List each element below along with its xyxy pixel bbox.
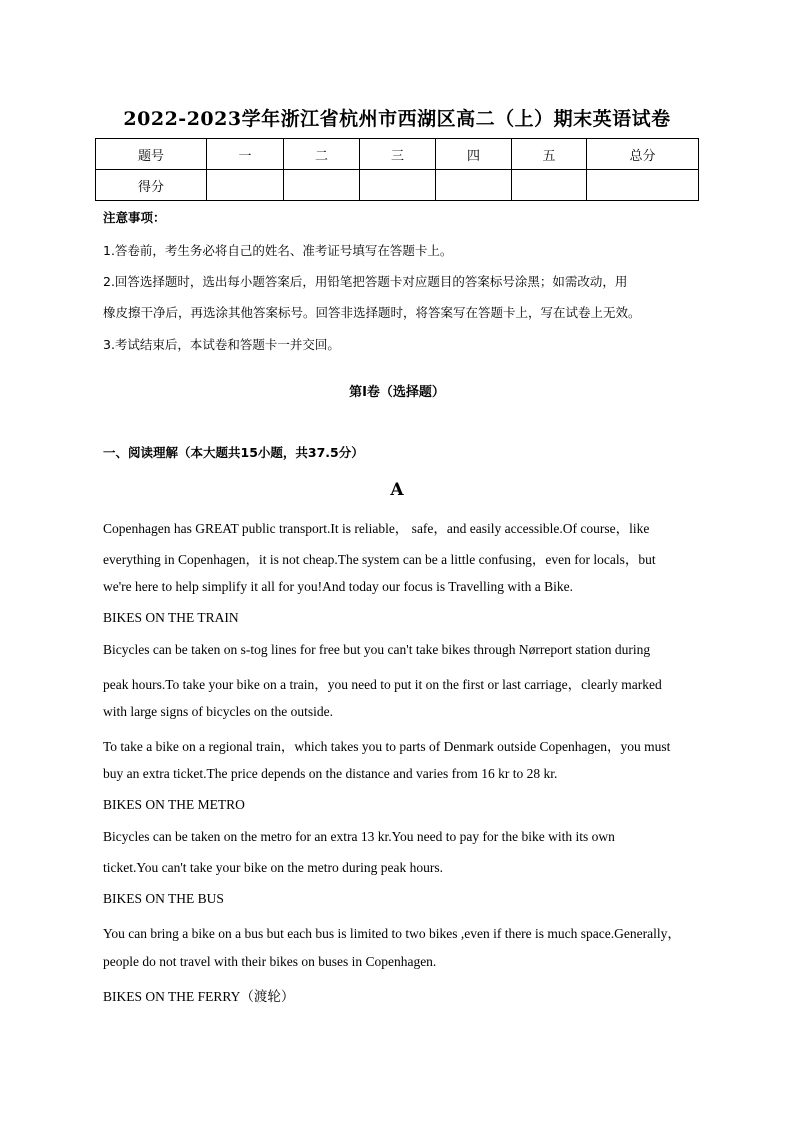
score-header-cell: 四 <box>436 139 512 170</box>
notes-line: 3.考试结束后，本试卷和答题卡一并交回。 <box>103 337 340 352</box>
score-header-cell: 二 <box>284 139 360 170</box>
notes-line: 1.答卷前，考生务必将自己的姓名、准考证号填写在答题卡上。 <box>103 243 453 258</box>
passage-line: You can bring a bike on a bus but each bus is limited to two bikes ,even if there is much space.Generally， <box>103 926 681 941</box>
score-cell <box>587 170 699 201</box>
notes-line: 橡皮擦干净后，再选涂其他答案标号。回答非选择题时，将答案写在答题卡上，写在试卷上无效。 <box>103 305 641 320</box>
section-title: 一、阅读理解（本大题共15小题，共37.5分） <box>103 445 364 460</box>
passage-line: To take a bike on a regional train，which takes you to parts of Denmark outside Copenhagen，you must <box>103 739 671 754</box>
score-header-cell: 一 <box>207 139 284 170</box>
passage-line: ticket.You can't take your bike on the metro during peak hours. <box>103 860 443 875</box>
passage-line: buy an extra ticket.The price depends on the distance and varies from 16 kr to 28 kr. <box>103 766 558 781</box>
notes-heading: 注意事项： <box>103 210 166 225</box>
passage-line: everything in Copenhagen，it is not cheap.The system can be a little confusing，even for locals，but <box>103 552 656 567</box>
passage-line: Bicycles can be taken on s-tog lines for free but you can't take bikes through Nørreport station during <box>103 642 651 657</box>
page-title: 2022-2023学年浙江省杭州市西湖区高二（上）期末英语试卷 <box>123 108 671 130</box>
part-title: 第I卷（选择题） <box>349 385 445 400</box>
notes-line: 2.回答选择题时，选出每小题答案后，用铅笔把答题卡对应题目的答案标号涂黑；如需改动，用 <box>103 274 628 289</box>
passage-heading: BIKES ON THE TRAIN <box>103 610 239 625</box>
passage-line: Bicycles can be taken on the metro for an extra 13 kr.You need to pay for the bike with its own <box>103 829 615 844</box>
passage-line: we're here to help simplify it all for you!And today our focus is Travelling with a Bike. <box>103 579 573 594</box>
passage-heading: BIKES ON THE BUS <box>103 891 224 906</box>
passage-heading: BIKES ON THE METRO <box>103 797 245 812</box>
score-header-cell: 五 <box>512 139 587 170</box>
score-cell <box>512 170 587 201</box>
passage-line: with large signs of bicycles on the outside. <box>103 704 333 719</box>
passage-line: Copenhagen has GREAT public transport.It is reliable， safe，and easily accessible.Of course，like <box>103 521 650 536</box>
score-row-label: 得分 <box>96 170 207 201</box>
score-header-cell: 三 <box>360 139 436 170</box>
passage-line: people do not travel with their bikes on buses in Copenhagen. <box>103 954 437 969</box>
score-cell <box>436 170 512 201</box>
score-cell <box>207 170 284 201</box>
score-table-score-row <box>96 170 699 201</box>
passage-line: peak hours.To take your bike on a train，you need to put it on the first or last carriage，clearly marked <box>103 677 662 692</box>
score-table <box>95 138 699 201</box>
score-header-cell: 总分 <box>587 139 699 170</box>
score-cell <box>284 170 360 201</box>
score-cell <box>360 170 436 201</box>
score-header-cell: 题号 <box>96 139 207 170</box>
passage-letter: A <box>390 480 404 500</box>
score-table-header-row <box>96 139 699 170</box>
passage-heading: BIKES ON THE FERRY（渡轮） <box>103 989 295 1004</box>
